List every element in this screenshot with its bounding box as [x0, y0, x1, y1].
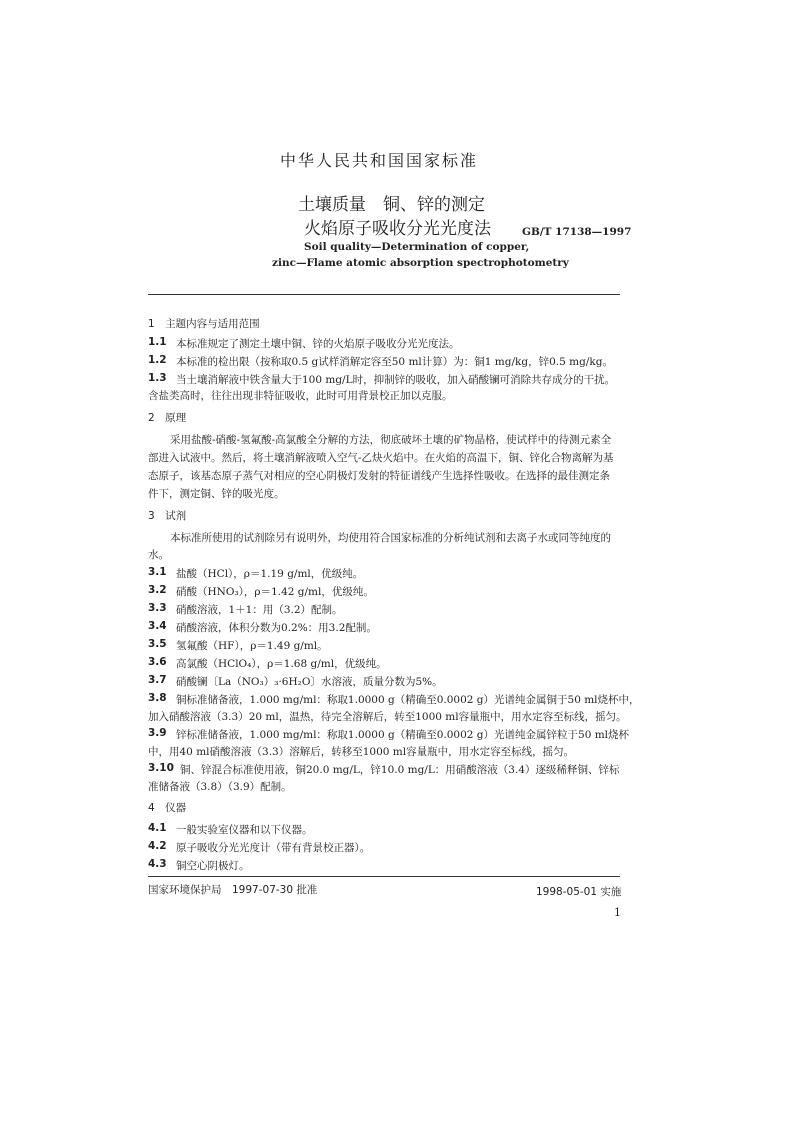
clause-number: 3.8 [148, 692, 167, 704]
clause-text: 本标准规定了测定土壤中铜、锌的火焰原子吸收分光光度法。 [176, 338, 460, 350]
clause-number: 3.10 [148, 762, 174, 774]
section-4-title: 4 仪器 [148, 802, 187, 814]
paragraph-text: 部进入试液中。然后，将土壤消解液喷入空气-乙炔火焰中。在火焰的高温下，铜、锌化合物离解为基 [148, 452, 614, 464]
clause-number: 4.2 [148, 840, 167, 852]
clause-number: 1.3 [148, 372, 167, 384]
clause-text: 原子吸收分光光度计（带有背景校正器）。 [176, 842, 371, 854]
section-2-title: 2 原理 [148, 412, 187, 424]
section-3-title: 3 试剂 [148, 510, 187, 522]
english-title-line-2: zinc—Flame atomic absorption spectrophotometry [272, 257, 569, 269]
clause-number: 4.3 [148, 858, 167, 870]
clause-text-continued: 中，用40 ml硝酸溶液（3.3）溶解后，转移至1000 ml容量瓶中，用水定容至标线，摇匀。 [148, 746, 575, 758]
clause-text: 硝酸（HNO₃），ρ＝1.42 g/ml，优级纯。 [176, 586, 374, 598]
clause-number: 3.4 [148, 620, 167, 632]
clause-text-continued: 含盐类高时，往往出现非特征吸收，此时可用背景校正加以克服。 [148, 390, 453, 402]
clause-number: 3.1 [148, 566, 167, 578]
clause-number: 3.6 [148, 656, 167, 668]
clause-number: 1.1 [148, 336, 167, 348]
title-line-2: 火焰原子吸收分光光度法 [304, 219, 491, 239]
clause-text: 一般实验室仪器和以下仪器。 [176, 824, 313, 836]
title-line-1: 土壤质量 铜、锌的测定 [298, 195, 485, 215]
clause-number: 4.1 [148, 822, 167, 834]
clause-text: 锌标准储备液，1.000 mg/ml：称取1.0000 g（精确至0.0002 g）光谱纯金属锌粒于50 ml烧杯 [176, 729, 630, 741]
clause-text: 氢氟酸（HF），ρ＝1.49 g/ml。 [176, 640, 328, 652]
clause-number: 1.2 [148, 354, 167, 366]
clause-text: 铜空心阴极灯。 [176, 860, 250, 872]
clause-number: 3.3 [148, 602, 167, 614]
paragraph-text: 水。 [148, 549, 169, 561]
header-rule [148, 294, 620, 295]
english-title-line-1: Soil quality—Determination of copper, [304, 241, 530, 253]
implementation-date: 1998-05-01 实施 [536, 886, 622, 898]
clause-number: 3.2 [148, 584, 167, 596]
paragraph-text: 采用盐酸-硝酸-氢氟酸-高氯酸全分解的方法，彻底破坏土壤的矿物晶格，使试样中的待测元素全 [170, 434, 612, 446]
standard-number: GB/T 17138—1997 [522, 226, 632, 238]
page-number: 1 [614, 906, 621, 919]
paragraph-text: 本标准所使用的试剂除另有说明外，均使用符合国家标准的分析纯试剂和去离子水或同等纯度的 [170, 532, 611, 544]
clause-text: 硝酸溶液，体积分数为0.2%：用3.2配制。 [176, 622, 377, 634]
clause-text: 盐酸（HCl），ρ＝1.19 g/ml，优级纯。 [176, 568, 364, 580]
clause-text-continued: 加入硝酸溶液（3.3）20 ml，温热，待完全溶解后，转至1000 ml容量瓶中，用水定容至标线，摇匀。 [148, 711, 627, 723]
approval-date: 国家环境保护局 1997-07-30 批准 [148, 884, 318, 896]
paragraph-text: 态原子，该基态原子蒸气对相应的空心阴极灯发射的特征谱线产生选择性吸收。在选择的最佳测定条 [148, 470, 610, 482]
clause-number: 3.9 [148, 727, 167, 739]
clause-text: 铜、锌混合标准使用液，铜20.0 mg/L，锌10.0 mg/L：用硝酸溶液（3.4）逐级稀释铜、锌标 [180, 764, 620, 776]
clause-text: 高氯酸（HClO₄），ρ＝1.68 g/ml，优级纯。 [176, 658, 387, 670]
section-1-title: 1 主题内容与适用范围 [148, 318, 260, 330]
clause-text: 当土壤消解液中铁含量大于100 mg/L时，抑制锌的吸收，加入硝酸镧可消除共存成分的干扰。 [176, 374, 616, 386]
clause-text: 硝酸溶液，1＋1：用（3.2）配制。 [176, 604, 343, 616]
clause-text: 铜标准储备液，1.000 mg/ml：称取1.0000 g（精确至0.0002 g）光谱纯金属铜于50 ml烧杯中， [176, 694, 640, 706]
national-standard-heading: 中华人民共和国国家标准 [280, 151, 479, 170]
clause-number: 3.5 [148, 638, 167, 650]
clause-number: 3.7 [148, 674, 167, 686]
clause-text: 硝酸镧〔La（NO₃）₃·6H₂O〕水溶液，质量分数为5%。 [176, 676, 443, 688]
clause-text-continued: 准储备液（3.8）（3.9）配制。 [148, 781, 292, 793]
clause-text: 本标准的检出限（按称取0.5 g试样消解定容至50 ml计算）为：铜1 mg/kg，锌0.5 mg/kg。 [176, 356, 613, 368]
paragraph-text: 件下，测定铜、锌的吸光度。 [148, 488, 285, 500]
footer-rule [148, 876, 620, 877]
